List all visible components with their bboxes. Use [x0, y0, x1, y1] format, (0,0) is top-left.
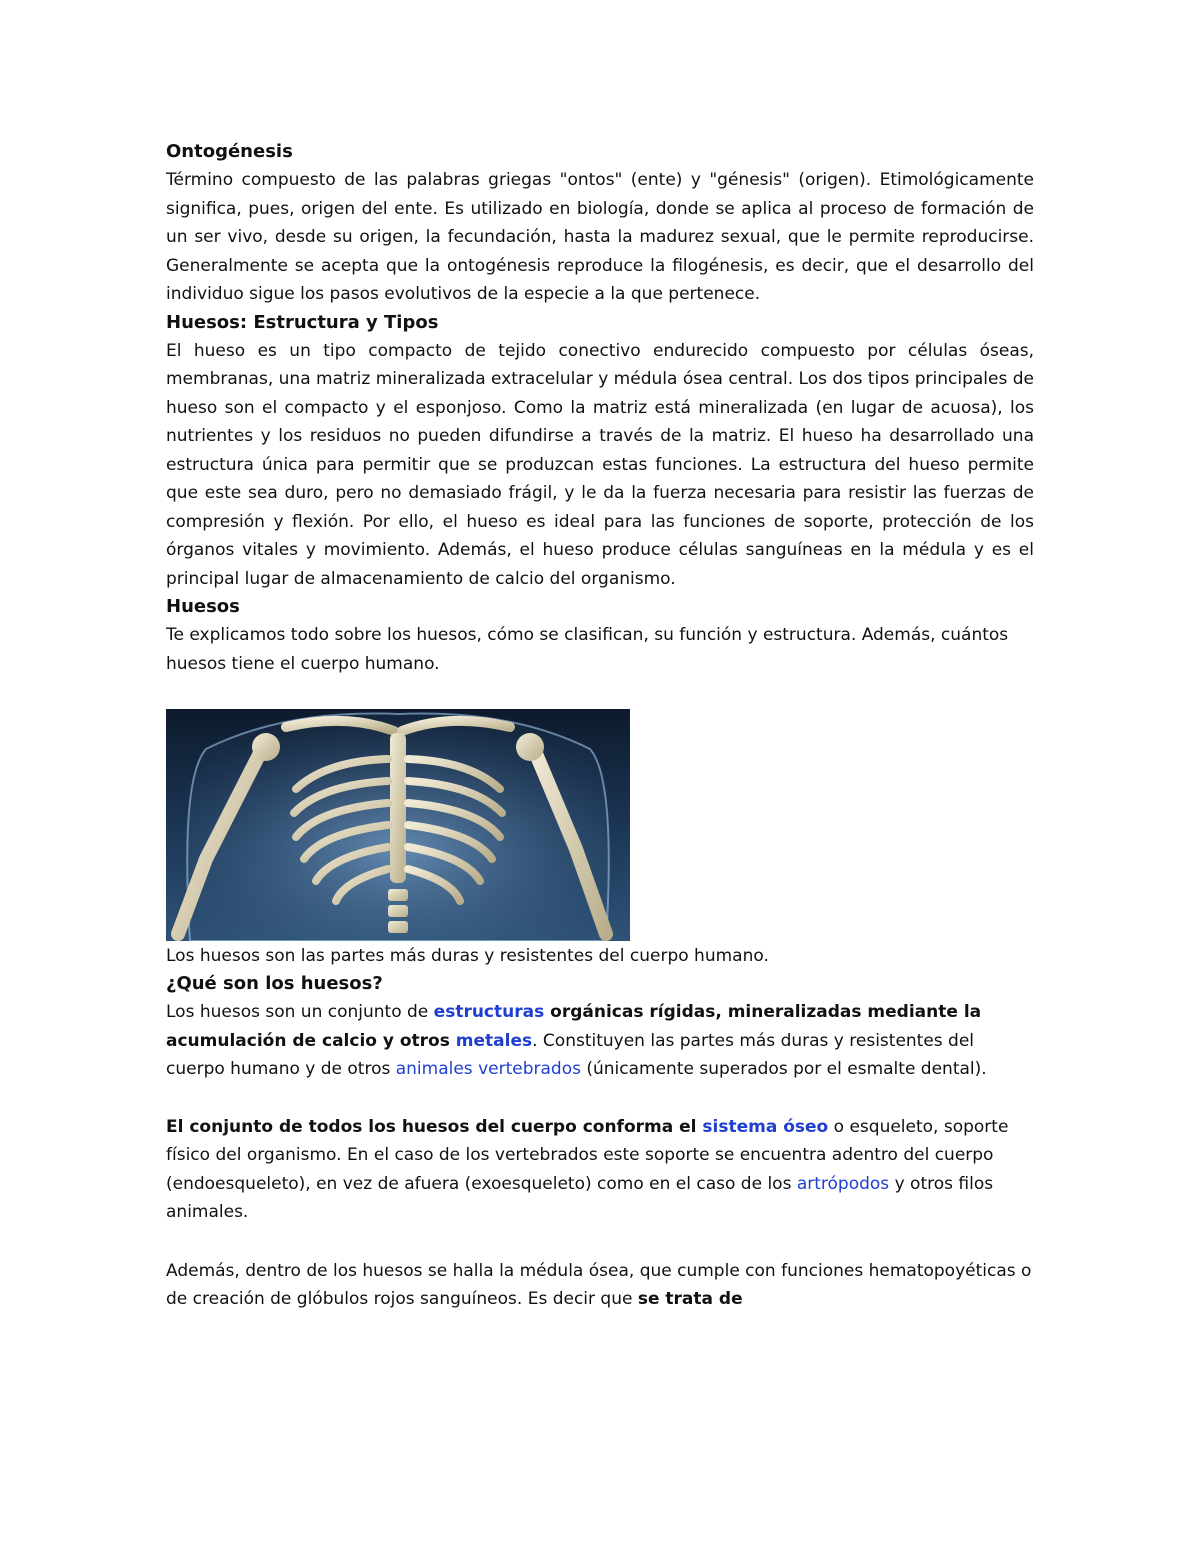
skeleton-illustration [166, 709, 630, 941]
definition-text-1: Los huesos son un conjunto de [166, 1002, 434, 1022]
image-caption: Los huesos son las partes más duras y resistentes del cuerpo humano. [166, 946, 769, 966]
skeletal-text-1: o esqueleto, soporte físico del organismo. En el caso de los vertebrados este soporte se encuentra adentro del cuerpo (endoesqueleto), en vez de afuera (exoesqueleto) como en el caso de los [166, 1116, 1009, 1194]
bones-heading: Huesos [166, 596, 240, 617]
question-heading: ¿Qué son los huesos? [166, 973, 383, 994]
link-sistema-oseo[interactable]: sistema óseo [702, 1116, 829, 1137]
bone-marrow-paragraph [166, 1257, 1034, 1314]
bones-intro-paragraph: Te explicamos todo sobre los huesos, cómo se clasifican, su función y estructura. Además, cuántos huesos tiene el cuerpo humano. [166, 625, 1009, 674]
link-artropodos[interactable]: artrópodos [796, 1173, 890, 1194]
link-animales-vertebrados[interactable]: animales vertebrados [395, 1059, 581, 1079]
link-metales[interactable]: metales [455, 1030, 533, 1051]
definition-text-2: . Constituyen las partes más duras y resistentes del cuerpo humano y de otros [166, 1030, 975, 1079]
bones-definition-paragraph [166, 998, 1034, 1084]
definition-text-3: (únicamente superados por el esmalte dental). [580, 1059, 987, 1079]
skeletal-text-2: y otros filos animales. [166, 1173, 994, 1222]
bones-structure-paragraph: El hueso es un tipo compacto de tejido conectivo endurecido compuesto por células óseas, membranas, una matriz mineralizada extracelular y médula ósea central. Los dos tipos principales de hueso son el compacto y el esponjoso. Como la matriz está mineralizada (en lugar de acuosa), los nutrientes y los residuos no pueden difundirse a través de la matriz. El hueso ha desarrollado una estructura única para permitir que se produzcan estas funciones. La estructura del hueso permite que este sea duro, pero no demasiado frágil, y le da la fuerza necesaria para resistir las fuerzas de compresión y flexión. Por ello, el hueso es ideal para las funciones de soporte, protección de los órganos vitales y movimiento. Además, el hueso produce células sanguíneas en la médula y es el principal lugar de almacenamiento de calcio del organismo. [166, 340, 1034, 589]
ontogenesis-heading: Ontogénesis [166, 141, 293, 162]
document-content [166, 138, 1034, 1314]
skeletal-system-paragraph [166, 1113, 1034, 1227]
ontogenesis-paragraph: Término compuesto de las palabras griegas "ontos" (ente) y "génesis" (origen). Etimológicamente significa, pues, origen del ente. Es utilizado en biología, donde se aplica al proceso de formación de un ser vivo, desde su origen, la fecundación, hasta la madurez sexual, que le permite reproducirse. Generalmente se acepta que la ontogénesis reproduce la filogénesis, es decir, que el desarrollo del individuo sigue los pasos evolutivos de la especie a la que pertenece. [166, 170, 1034, 304]
definition-bold-1: orgánicas rígidas, mineralizadas mediante la acumulación de calcio y otros [166, 1002, 982, 1051]
link-estructuras[interactable]: estructuras [433, 1002, 545, 1022]
marrow-bold-1: se trata de [637, 1289, 743, 1309]
marrow-text-1: Además, dentro de los huesos se halla la médula ósea, que cumple con funciones hematopoyéticas o de creación de glóbulos rojos sanguíneos. Es decir que [166, 1260, 1032, 1309]
skeletal-bold-1: El conjunto de todos los huesos del cuerpo conforma el [166, 1116, 703, 1137]
bones-structure-heading: Huesos: Estructura y Tipos [166, 311, 439, 333]
skeleton-image [166, 709, 630, 941]
